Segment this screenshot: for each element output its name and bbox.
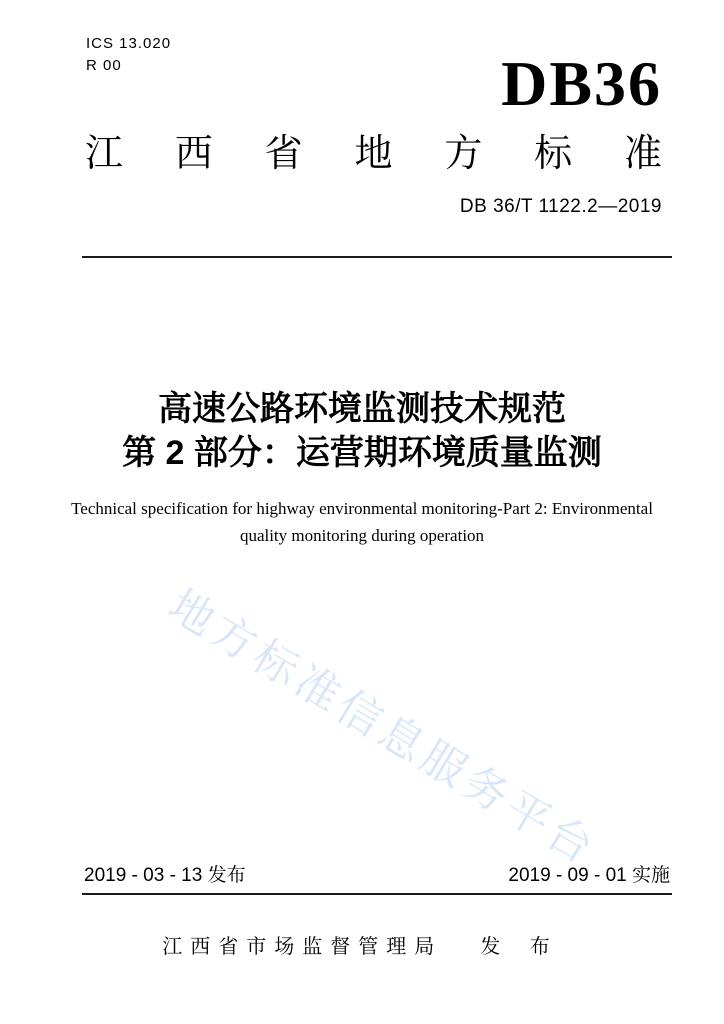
publisher-name: 江西省市场监督管理局: [162, 936, 443, 958]
standard-name: 江 西 省 地 方 标 准: [85, 133, 662, 175]
db36-logo: DB36: [501, 48, 662, 119]
publisher-row: [0, 930, 724, 959]
issue-date: 2019 - 03 - 13 发布: [84, 865, 246, 886]
footer-dates: [82, 860, 672, 895]
ics-code: ICS 13.020: [86, 35, 172, 52]
doc-class-code: R 00: [86, 57, 122, 74]
standard-number: DB 36/T 1122.2—2019: [459, 196, 662, 217]
implement-date: 2019 - 09 - 01 实施: [508, 865, 670, 886]
title-en-line-2: quality monitoring during operation: [239, 526, 485, 545]
publish-label: 发 布: [480, 936, 562, 958]
document-title-chinese: [0, 387, 724, 475]
title-line-1: 高速公路环境监测技术规范: [158, 390, 566, 428]
document-title-english: [40, 495, 684, 549]
header-divider-line: [82, 256, 672, 258]
title-en-line-1: Technical specification for highway environmental monitoring-Part 2: Environmental: [71, 499, 653, 518]
watermark-text: 地方标准信息服务平台: [160, 580, 606, 876]
ics-block: [86, 33, 171, 77]
title-line-2: 第 2 部分：运营期环境质量监测: [122, 434, 602, 472]
